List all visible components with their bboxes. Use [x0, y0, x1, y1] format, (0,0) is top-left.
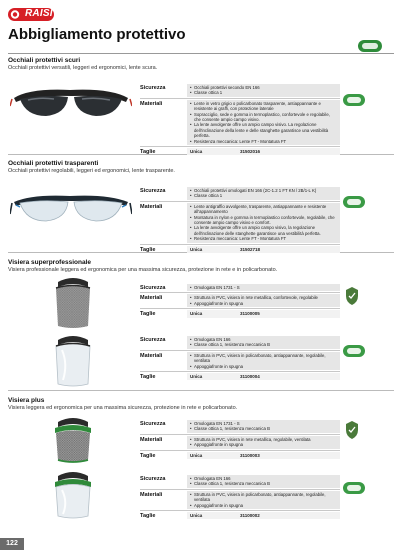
- size-label: Taglie: [140, 311, 156, 318]
- safety-item: • Occhiali protettivi omologati EN 166 (2C-1.2 1 FT KN / 2B/1-L K): [190, 188, 337, 193]
- safety-item: • Omologata EN 1731 - S: [190, 285, 337, 290]
- product-code: 31100005: [240, 311, 260, 317]
- section-subtitle: Visiera professionale leggera ed ergonomica per una massima sicurezza, protezione in rete e in policarbonato.: [8, 267, 278, 273]
- safety-label: Sicurezza: [140, 337, 166, 343]
- clear-glasses-image: [10, 188, 132, 228]
- material-item: • La lente avvolgente offre un ampio campo visivo, la regolazione dell'inclinazione delle stanghette garantisce una vestibilità perfetta.: [190, 225, 337, 236]
- product-code: 31502718: [240, 246, 261, 252]
- material-item: • Resistenza meccanica: Lente FT - Montatura FT: [190, 139, 337, 144]
- section-divider: [8, 390, 394, 391]
- size-label: Taglie: [140, 374, 156, 381]
- product-specs-green-mesh-visor: [140, 420, 340, 459]
- section-title: Visiera superprofessionale: [8, 259, 91, 266]
- safety-item: • Classe ottica 1, resistenza meccanica B: [190, 481, 337, 486]
- safety-item: • Omologata EN 166: [190, 476, 337, 481]
- brand-logo: [8, 8, 54, 21]
- safety-label: Sicurezza: [140, 85, 166, 91]
- product-code: 31502016: [240, 149, 261, 155]
- section-subtitle: Occhiali protettivi versatili, leggeri ed ergonomici, lente scura.: [8, 65, 158, 71]
- product-specs-mesh-visor: [140, 284, 340, 318]
- product-specs-clear-glasses: [140, 187, 340, 253]
- materials-label: Materiali: [140, 203, 163, 210]
- size-label: Taglie: [140, 149, 156, 156]
- material-item: • Sopracciglio, sede e gomma in termoplastico, confortevole e regolabile, che consente ampio campo visivo.: [190, 112, 337, 123]
- size-value: Unica: [190, 246, 203, 252]
- certification-mark-icon: [344, 286, 360, 306]
- section-title: Visiera plus: [8, 397, 45, 404]
- safety-item: • Classe ottica 1: [190, 193, 337, 198]
- safety-item: • Classe ottica 1, resistenza meccanica B: [190, 426, 337, 431]
- material-item: • Appoggiafronte in spugna: [190, 442, 337, 447]
- product-code: 31100003: [240, 452, 260, 458]
- safety-label: Sicurezza: [140, 421, 166, 427]
- category-badge-icon: [343, 196, 365, 208]
- materials-label: Materiali: [140, 491, 163, 498]
- material-item: • Struttura in PVC, visiera in rete metallica, confortevole, regolabile: [190, 295, 337, 300]
- safety-item: • Classe ottica 1, resistenza meccanica B: [190, 342, 337, 347]
- safety-item: • Omologata EN 166: [190, 337, 337, 342]
- safety-item: • Classe ottica 1: [190, 90, 337, 95]
- safety-label: Sicurezza: [140, 285, 166, 291]
- safety-item: • Omologata EN 1731 - S: [190, 421, 337, 426]
- materials-label: Materiali: [140, 100, 163, 107]
- material-item: • Lente in vetro grigio o policarbonato trasparente, antiappannante e resistente ai graffi, con protezione laterale: [190, 101, 337, 112]
- section-subtitle: Occhiali protettivi regolabili, leggeri ed ergonomici, lente trasparente.: [8, 168, 175, 174]
- safety-item: • Occhiali protettivi secondo EN 166: [190, 85, 337, 90]
- product-specs-green-clear-visor: [140, 475, 340, 519]
- category-badge-icon: [343, 482, 365, 494]
- material-item: • Montatura in nylon e gomma in termoplastico confortevole, regolabile, che consente ampio campo visivo e comfort.: [190, 215, 337, 226]
- certification-mark-icon: [344, 420, 360, 440]
- product-code: 31100002: [240, 513, 260, 519]
- material-item: • Lente antigraffio avvolgente, trasparente, antiappannante e resistente all'appannamento: [190, 204, 337, 215]
- material-item: • Struttura in PVC, visiera in rete metallica, regolabile, ventilata: [190, 437, 337, 442]
- safety-label: Sicurezza: [140, 476, 166, 482]
- product-code: 31100004: [240, 374, 260, 380]
- product-specs-dark-glasses: [140, 84, 340, 155]
- section-subtitle: Visiera leggera ed ergonomica per una massima sicurezza, protezione in rete e policarbonato.: [8, 405, 238, 411]
- material-item: • Resistenza meccanica: Lente FT - Montatura FT: [190, 236, 337, 241]
- materials-label: Materiali: [140, 295, 163, 302]
- materials-label: Materiali: [140, 352, 163, 359]
- material-item: • Appoggiafronte in spugna: [190, 364, 337, 369]
- green-mesh-visor-image: [48, 414, 98, 466]
- product-specs-clear-visor: [140, 336, 340, 380]
- clear-visor-image: [48, 334, 98, 388]
- mesh-visor-image: [48, 276, 98, 330]
- materials-label: Materiali: [140, 436, 163, 443]
- size-label: Taglie: [140, 246, 156, 253]
- material-item: • Struttura in PVC, visiera in policarbonato, antiappannante, regolabile, ventilata: [190, 353, 337, 364]
- size-value: Unica: [190, 452, 203, 458]
- page-title: Abbigliamento protettivo: [8, 26, 186, 43]
- size-value: Unica: [190, 311, 203, 317]
- category-badge-icon: [343, 94, 365, 106]
- green-clear-visor-image: [48, 468, 98, 522]
- material-item: • Appoggiafronte in spugna: [190, 301, 337, 306]
- dark-glasses-image: [10, 82, 132, 122]
- section-title: Occhiali protettivi scuri: [8, 57, 81, 64]
- category-badge-icon: [343, 345, 365, 357]
- material-item: • Appoggiafronte in spugna: [190, 503, 337, 508]
- size-value: Unica: [190, 374, 203, 380]
- header-divider: [8, 53, 394, 54]
- size-label: Taglie: [140, 513, 156, 520]
- safety-label: Sicurezza: [140, 188, 166, 194]
- brand-logo-text: RAISI: [25, 8, 53, 19]
- size-value: Unica: [190, 513, 203, 519]
- size-label: Taglie: [140, 452, 156, 459]
- material-item: • Struttura in PVC, visiera in policarbonato, antiappannante, regolabile, ventilata: [190, 492, 337, 503]
- brand-badge-icon: [358, 40, 382, 52]
- page-number: 122: [0, 538, 24, 550]
- size-value: Unica: [190, 149, 203, 155]
- section-title: Occhiali protettivi trasparenti: [8, 160, 99, 167]
- material-item: • La lente avvolgente offre un ampio campo visivo. La regolazione dell'inclinazione della lente e delle stanghette garantisce una vestibilità perfetta.: [190, 122, 337, 138]
